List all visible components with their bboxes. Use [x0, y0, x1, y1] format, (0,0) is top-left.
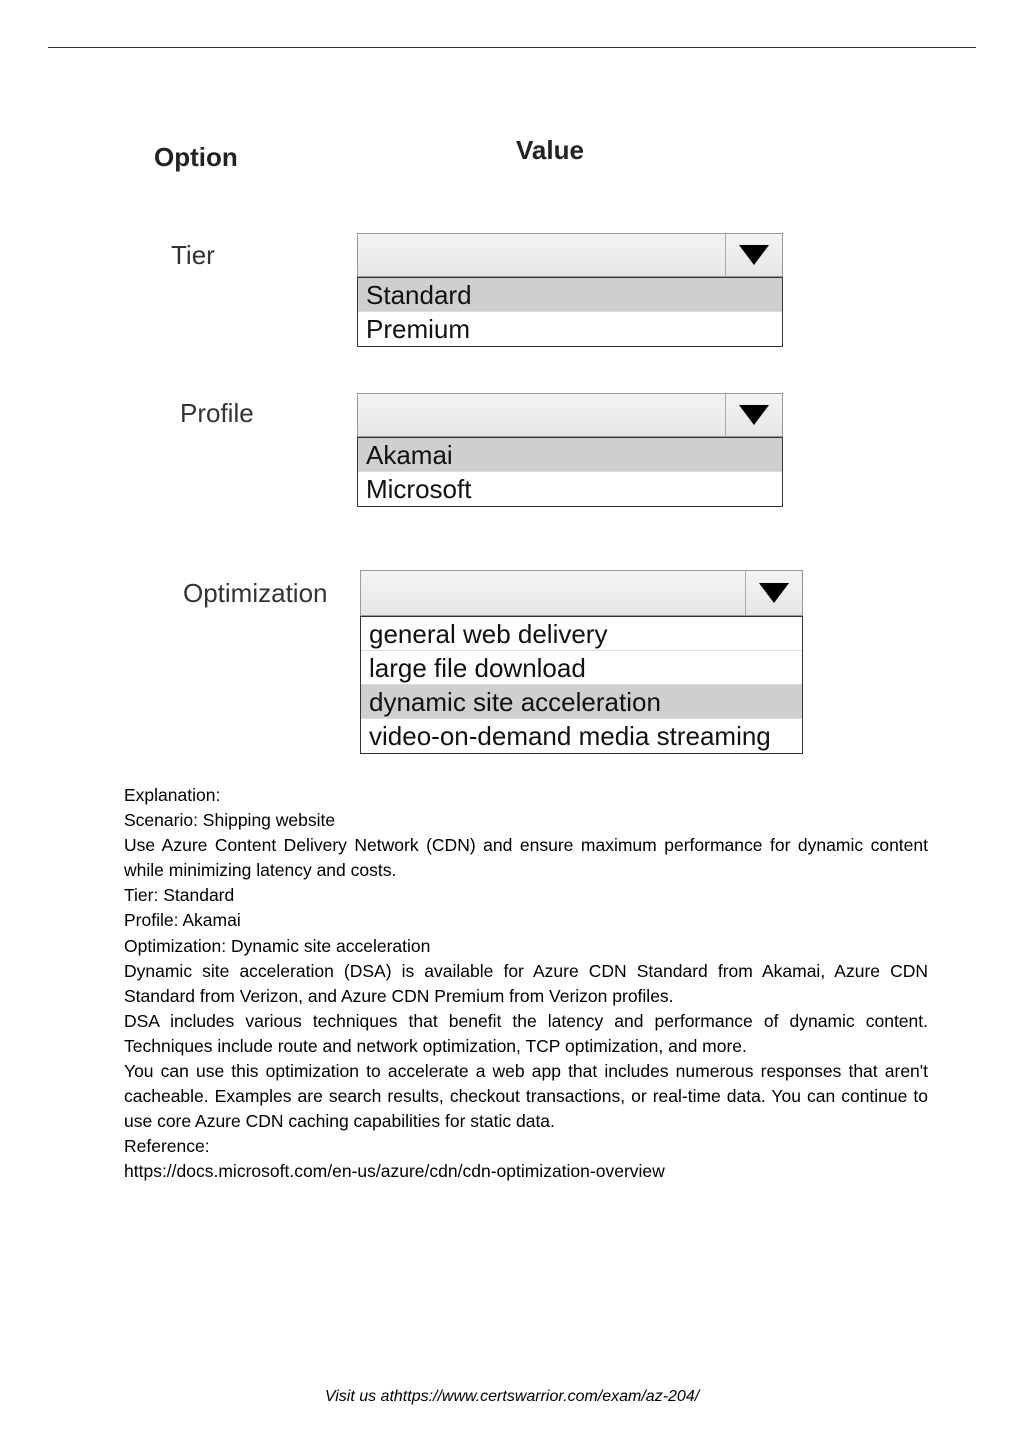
profile-option-microsoft[interactable]: Microsoft [366, 474, 472, 504]
tier-option-standard[interactable]: Standard [358, 278, 782, 312]
optimization-option-video-on-demand[interactable]: video-on-demand media streaming [369, 721, 771, 751]
scenario-line: Scenario: Shipping website [124, 810, 336, 831]
option-column-header: Option [154, 142, 238, 172]
value-column-header: Value [516, 135, 584, 165]
explanation-paragraph: Dynamic site acceleration (DSA) is available for Azure CDN Standard from Akamai, Azure CDN Standard from Verizon, and Azure CDN Premium from Verizon profiles. [124, 960, 928, 1006]
answer-profile: Profile: Akamai [124, 910, 241, 931]
optimization-dropdown-box[interactable] [360, 570, 803, 616]
tier-option-premium[interactable]: Premium [366, 314, 471, 344]
optimization-dropdown[interactable] [360, 570, 803, 754]
chevron-down-icon[interactable] [725, 234, 782, 276]
optimization-option-dynamic-site-acceleration[interactable]: dynamic site acceleration [361, 685, 802, 719]
answer-tier: Tier: Standard [124, 885, 235, 906]
optimization-option-large-file-download[interactable]: large file download [361, 651, 802, 685]
explanation-paragraph: DSA includes various techniques that benefit the latency and performance of dynamic content. Techniques include route and network optimization, TCP optimization, and more. [124, 1010, 928, 1056]
optimization-label: Optimization [183, 578, 328, 608]
explanation-heading: Explanation: [124, 785, 221, 805]
tier-dropdown-box[interactable] [357, 233, 783, 277]
reference-url: https://docs.microsoft.com/en-us/azure/cdn/cdn-optimization-overview [124, 1161, 665, 1182]
footer-text: Visit us athttps://www.certswarrior.com/exam/az-204/ [324, 1388, 700, 1405]
chevron-down-icon[interactable] [745, 571, 802, 615]
profile-dropdown[interactable] [357, 393, 783, 507]
profile-dropdown-box[interactable] [357, 393, 783, 437]
answer-optimization: Optimization: Dynamic site acceleration [124, 935, 431, 956]
profile-option-akamai[interactable]: Akamai [358, 438, 782, 472]
optimization-option-general-web-delivery[interactable]: general web delivery [361, 617, 802, 651]
tier-dropdown[interactable] [357, 233, 783, 347]
explanation-paragraph: You can use this optimization to accelerate a web app that includes numerous responses that aren't cacheable. Examples are search results, checkout transactions, or real-time data. You can continue to use core Azure CDN caching capabilities for static data. [124, 1061, 928, 1132]
explanation-paragraph: Use Azure Content Delivery Network (CDN) and ensure maximum performance for dynamic content while minimizing latency and costs. [124, 835, 928, 881]
tier-options-list [357, 277, 783, 347]
header-rule [48, 47, 976, 48]
optimization-options-list [360, 616, 803, 754]
reference-heading: Reference: [124, 1136, 210, 1157]
profile-options-list [357, 437, 783, 507]
explanation-block [124, 783, 928, 1185]
chevron-down-icon[interactable] [725, 394, 782, 436]
profile-label: Profile [180, 398, 254, 428]
tier-label: Tier [171, 240, 215, 270]
